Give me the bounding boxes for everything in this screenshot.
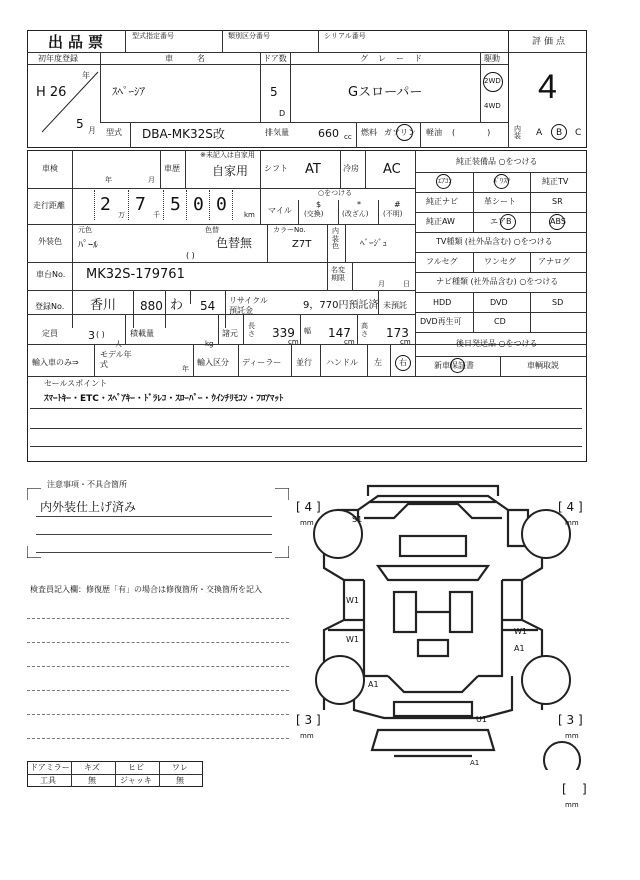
exchange-option: (交換)	[304, 210, 324, 218]
legend-break: ワレ	[172, 763, 188, 772]
import-type-label: 輸入区分	[197, 358, 229, 367]
load-label: 積載量	[130, 329, 154, 338]
width-value: 147	[328, 326, 351, 340]
orig-color-value: ﾊﾟｰﾙ	[78, 240, 98, 251]
tamper-symbol: *	[357, 200, 361, 209]
tamper-option: (改ざん)	[342, 210, 369, 218]
history-note: ※未記入は自家用	[200, 151, 255, 159]
aircon-value: AC	[383, 162, 401, 177]
recycle-label: リサイクル預託金	[229, 296, 268, 315]
mileage-digit-1: 2	[100, 194, 111, 215]
car-name-value: ｽﾍﾟｰｼｱ	[112, 85, 145, 98]
unknown-symbol: #	[394, 200, 401, 209]
name-change-label: 名変期限	[331, 266, 345, 283]
aircon-label: 冷房	[343, 164, 359, 173]
capacity-paren: ( )	[96, 330, 105, 339]
int-color-label: 内装色	[332, 227, 339, 251]
handle-right-option: 右	[399, 358, 407, 367]
tire-spare: [ ]	[562, 782, 587, 796]
drive-label: 駆動	[484, 54, 500, 63]
legend-scratch: キズ	[84, 763, 100, 772]
equip-powersteer: ﾊﾟﾜｽﾃ	[493, 177, 511, 185]
legend-door-mirror: ドアミラー	[30, 763, 70, 772]
height-label: 高さ	[361, 322, 368, 338]
mileage-sen-unit: 千	[153, 211, 160, 219]
model-year-unit: 年	[182, 365, 189, 373]
tv-oneseg: ワンセグ	[484, 257, 516, 266]
capacity-unit: 人	[115, 340, 122, 348]
equip-sr: SR	[552, 197, 563, 206]
nav-dvd: DVD	[490, 298, 508, 307]
orig-color-label: 元色	[78, 226, 92, 234]
displacement-label: 排気量	[265, 128, 289, 137]
width-cm-unit: cm	[344, 338, 355, 346]
height-value: 173	[386, 326, 409, 340]
gasoline-option: ガソリン	[384, 128, 416, 137]
fuel-label: 燃料	[361, 128, 377, 137]
first-reg-label: 初年度登録	[38, 54, 78, 63]
grade-label: グレード	[360, 54, 432, 63]
length-value: 339	[272, 326, 295, 340]
mileage-man-unit: 万	[118, 211, 125, 219]
sales-points-label: セールスポイント	[44, 379, 108, 388]
model-code-value: DBA-MK32S改	[142, 127, 225, 141]
name-change-day: 日	[403, 280, 410, 288]
notes-label: 注意事項・不具合箇所	[44, 481, 130, 489]
interior-b-circle	[551, 124, 567, 140]
equip-aircon: ｴｱｺﾝ	[438, 177, 452, 185]
cd-option: CD	[494, 317, 506, 326]
exchange-symbol: $	[316, 200, 322, 209]
form-title: 出品票	[48, 33, 109, 51]
color-change-paren: ( )	[186, 251, 195, 260]
mileage-km-unit: km	[244, 211, 255, 219]
gasoline-circle	[396, 124, 413, 141]
handle-label: ハンドル	[326, 358, 358, 367]
spec-label: 諸元	[222, 329, 238, 338]
later-title: 後日発送品 ○をつける	[456, 339, 538, 348]
chassis-value: MK32S-179761	[86, 267, 185, 282]
ext-color-label: 外装色	[38, 237, 62, 246]
sales-points-value: ｽﾏｰﾄｷｰ・ETC・ｽﾍﾟｱｷｰ・ﾄﾞﾗﾚｺ・ｽﾛｰﾊﾟｰ・ｳｲﾝﾁﾘﾓｺﾝ・ﾌﾛｱﾏｯﾄ	[44, 394, 284, 404]
length-cm-unit: cm	[288, 338, 299, 346]
width-label: 幅	[304, 327, 311, 335]
diesel-paren: ( )	[452, 128, 491, 137]
equip-leather: 革シート	[484, 197, 516, 206]
shift-value: AT	[305, 162, 321, 177]
doors-value: 5	[270, 85, 278, 99]
color-no-label: カラーNo.	[273, 226, 306, 234]
mileage-digit-5: 0	[216, 194, 227, 215]
tv-analog: アナログ	[538, 257, 570, 266]
reg-no-label: 登録No.	[35, 302, 65, 311]
later-warranty-circle	[450, 358, 465, 373]
mileage-digit-2: 7	[135, 194, 146, 215]
legend-crack: ヒビ	[128, 763, 144, 772]
recycle-status: 未預託	[383, 301, 407, 310]
tire-rear-right-unit: mm	[565, 732, 579, 740]
capacity-value: 3	[88, 329, 95, 342]
category-number-label: 類別区分番号	[228, 32, 270, 40]
tire-rear-right: [ 3 ]	[558, 713, 583, 727]
notes-line-1: 内外装仕上げ済み	[40, 500, 137, 514]
inspection-month-unit: 月	[148, 176, 155, 184]
damage-mark-a1-b: A1	[368, 680, 379, 689]
tv-fullseg: フルセグ	[426, 257, 458, 266]
handle-right-circle	[395, 355, 411, 371]
equip-tv: 純正TV	[542, 177, 569, 186]
car-name-label: 車名	[165, 54, 229, 63]
nav-hdd: HDD	[433, 298, 452, 307]
name-change-month: 月	[378, 280, 385, 288]
inspector-note-label: 検査員記入欄：修復歴「有」の場合は修復箇所・交換箇所を記入	[30, 585, 262, 594]
parallel-option: 並行	[296, 358, 312, 367]
height-cm-unit: cm	[400, 338, 411, 346]
tire-front-right-unit: mm	[565, 519, 579, 527]
equipment-title: 純正装備品 ○をつける	[456, 157, 538, 166]
meter-circle-note: ○をつける	[318, 189, 353, 197]
damage-mark-w1-b: W1	[346, 635, 359, 644]
door-type-value: D	[279, 109, 286, 118]
reg-kana-value: わ	[170, 298, 184, 313]
legend-tools-value: 無	[88, 776, 96, 785]
later-manual: 車輌取説	[527, 361, 559, 370]
damage-mark-u1: U1	[476, 715, 487, 724]
color-change-label: 色替	[205, 226, 219, 234]
chassis-label: 車台No.	[36, 270, 66, 279]
inspection-year-unit: 年	[105, 176, 112, 184]
tire-front-left-unit: mm	[300, 519, 314, 527]
tire-front-left: [ 4 ]	[296, 500, 321, 514]
interior-a: A	[536, 128, 543, 138]
damage-mark-a1-a: A1	[514, 644, 525, 653]
dvd-playback: DVD再生可	[420, 317, 462, 326]
int-color-value: ﾍﾞｰｼﾞｭ	[360, 239, 388, 249]
mileage-label: 走行距離	[33, 201, 65, 210]
tv-title: TV種類 (社外品含む) ○をつける	[436, 237, 553, 246]
reg-year-unit: 年	[82, 71, 90, 80]
score-value: 4	[538, 68, 557, 106]
notes-box	[27, 488, 289, 558]
mile-option: マイル	[268, 206, 292, 215]
color-change-value: 色替無	[216, 236, 253, 250]
tire-rear-left: [ 3 ]	[296, 713, 321, 727]
unknown-option: (不明)	[383, 210, 403, 218]
damage-mark-s1: S1	[352, 515, 363, 524]
legend-jack-value: 無	[176, 776, 184, 785]
history-value: 自家用	[212, 164, 249, 178]
reg-month-value: 5	[76, 117, 84, 131]
inspection-label: 車検	[42, 164, 58, 173]
capacity-label: 定員	[42, 329, 58, 338]
color-no-value: Z7T	[292, 239, 312, 250]
reg-class-value: 880	[140, 299, 163, 313]
length-label: 長さ	[248, 322, 255, 338]
reg-num-value: 54	[200, 299, 216, 313]
history-label: 車歴	[164, 164, 180, 173]
mileage-digit-4: 0	[193, 194, 204, 215]
score-label: 評価点	[532, 37, 569, 47]
load-kg-unit: kg	[205, 340, 214, 348]
model-type-label: 型式	[106, 128, 122, 137]
serial-number-label: シリアル番号	[324, 32, 366, 40]
recycle-amount: 9，770円預託済	[303, 300, 379, 311]
damage-mark-a1-c: A1	[470, 759, 480, 767]
nav-title: ナビ種類 (社外品含む) ○をつける	[436, 277, 559, 286]
equip-navi: 純正ナビ	[426, 197, 458, 206]
shift-label: シフト	[264, 164, 288, 173]
reg-era-value: H 26	[36, 85, 67, 100]
equip-airbag-circle	[500, 214, 516, 230]
tire-rear-left-unit: mm	[300, 732, 314, 740]
mileage-digit-3: 5	[170, 194, 181, 215]
tire-front-right: [ 4 ]	[558, 500, 583, 514]
drive-2wd: 2WD	[484, 77, 501, 85]
reg-month-unit: 月	[88, 126, 96, 135]
diesel-option: 軽油	[426, 128, 442, 137]
reg-area-value: 香川	[90, 298, 117, 313]
model-year-label: モデル年式	[100, 350, 132, 369]
handle-left-option: 左	[374, 358, 382, 367]
interior-b: B	[556, 128, 563, 138]
damage-mark-w1-a: W1	[346, 596, 359, 605]
later-warranty: 新車保証書	[434, 361, 474, 370]
equip-aw: 純正AW	[426, 217, 455, 226]
import-only-label: 輸入車のみ⇒	[32, 358, 79, 367]
legend-tools: 工具	[40, 776, 56, 785]
legend-jack: ジャッキ	[120, 776, 152, 785]
equip-airbag: エアB	[490, 217, 512, 226]
dealer-option: ディーラー	[242, 358, 282, 367]
grade-value: Gスローパー	[348, 85, 423, 100]
car-body-diagram	[298, 480, 588, 770]
equip-abs-circle	[549, 214, 565, 230]
type-designation-label: 型式指定番号	[132, 32, 174, 40]
tire-spare-unit: mm	[565, 801, 579, 809]
drive-4wd: 4WD	[484, 102, 501, 110]
displacement-value: 660	[318, 127, 339, 140]
cc-unit: cc	[344, 133, 352, 141]
equip-abs: ABS	[550, 217, 566, 226]
nav-sd: SD	[552, 298, 564, 307]
interior-label: 内装	[514, 125, 521, 140]
interior-c: C	[575, 128, 582, 138]
damage-mark-w1-c: W1	[514, 627, 527, 636]
doors-label: ドア数	[263, 54, 287, 63]
